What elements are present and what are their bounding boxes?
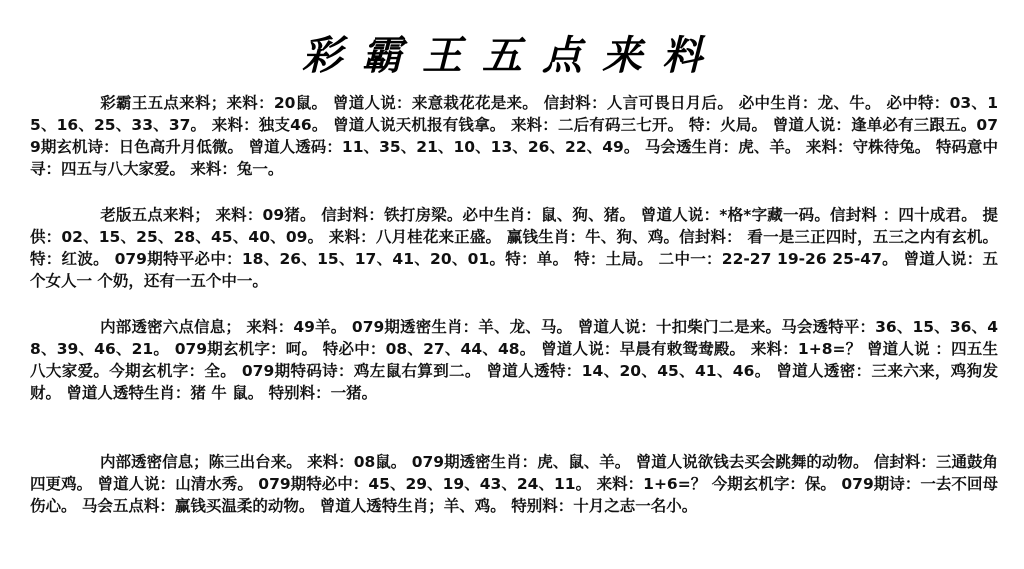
paragraph-1-text: 彩霸王五点来料；来料：20鼠。 曾道人说：来意栽花花是来。 信封料：人言可畏日月后。 必中生肖：龙、牛。 必中特：03、15、16、25、33、37。 来料：独支46。 曾道人说天机报有钱拿。 来料：二后有码三七开。 特：火局。 曾道人说：逢单必有三跟五。079期玄机诗：日色高升月低微。 曾道人透码：11、35、21、10、13、26、22、49。 马会透生肖：虎、羊。 来料：守株待兔。 特码意中寻：四五与八大家爱。 来料：兔一。 — [30, 94, 998, 178]
paragraph-3-text: 内部透密六点信息； 来料：49羊。 079期透密生肖：羊、龙、马。 曾道人说：十扣柴门二是来。马会透特平：36、15、36、48、39、46、21。 079期玄机字：呵。 特必中：08、27、44、48。 曾道人说：早晨有敕鸳鸯殿。 来料：1+8=？ 曾道人说 ：四五生八大家爱。今期玄机字：全。 079期特码诗：鸡左鼠右算到二。 曾道人透特：14、20、45、41、46。 曾道人透密：三来六来，鸡狗发财。 曾道人透特生肖：猪 牛 鼠。 特别料：一猪。 — [30, 318, 998, 402]
paragraph-2-text: 老版五点来料； 来料：09猪。 信封料：铁打房梁。必中生肖：鼠、狗、猪。 曾道人说：*格*字藏一码。信封料 ：四十成君。 提供：02、15、25、28、45、40、09。 来料：八月桂花来正盛。 赢钱生肖：牛、狗、鸡。信封料： 看一是三正四时，五三之内有玄机。 特：红波。 079期特平必中：18、26、15、17、41、20、01。特：单。 特：土局。 二中一：22-27 19-26 25-47。 曾道人说：五个女人一 个奶，还有一五个中一。 — [30, 206, 998, 290]
paragraph-4 — [30, 451, 998, 517]
paragraph-3 — [30, 316, 998, 404]
paragraph-1 — [30, 92, 998, 180]
paragraph-2 — [30, 204, 998, 292]
paragraph-4-text: 内部透密信息；陈三出台来。 来料：08鼠。 079期透密生肖：虎、鼠、羊。 曾道人说欲钱去买会跳舞的动物。 信封料：三通鼓角四更鸡。 曾道人说：山清水秀。 079期特必中：45、29、19、43、24、11。 来料：1+6=？ 今期玄机字：保。 079期诗：一去不回母伤心。 马会五点料：赢钱买温柔的动物。 曾道人透特生肖；羊、鸡。 特别料：十月之志一名小。 — [30, 453, 998, 515]
page-title: 彩霸王五点来料 — [302, 32, 722, 79]
